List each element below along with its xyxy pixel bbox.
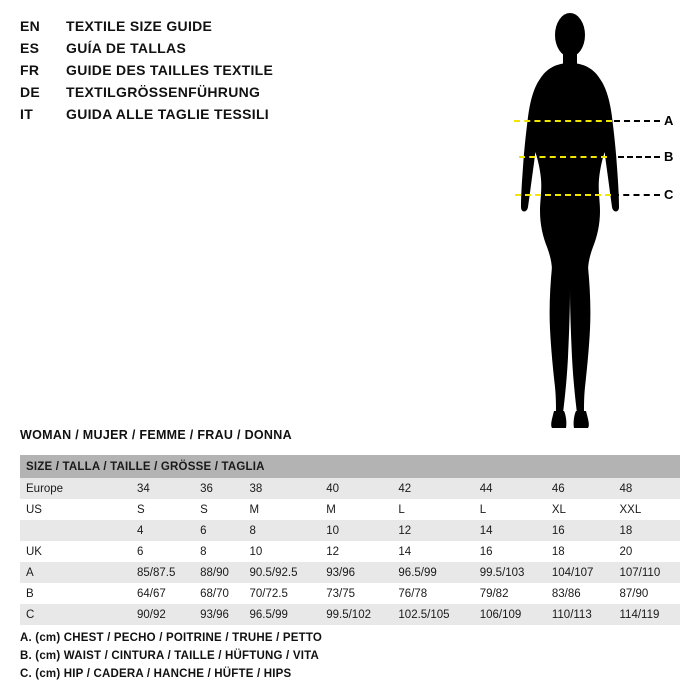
cell-us-7: XXL [614,499,681,520]
cell-b-7: 87/90 [614,583,681,604]
row-label-c: C [20,604,131,625]
cell-usnum-1: 6 [194,520,243,541]
title-row-en [20,18,440,37]
cell-b-0: 64/67 [131,583,194,604]
hip-measure-line [515,194,611,196]
chest-measure-line [514,120,612,122]
cell-usnum-2: 8 [244,520,321,541]
row-label-a: A [20,562,131,583]
cell-europe-6: 46 [546,478,614,499]
language-code-fr: FR [20,62,40,78]
cell-uk-0: 6 [131,541,194,562]
cell-c-6: 110/113 [546,604,614,625]
language-code-de: DE [20,84,41,100]
cell-us-2: M [244,499,321,520]
cell-us-6: XL [546,499,614,520]
cell-us-1: S [194,499,243,520]
cell-europe-0: 34 [131,478,194,499]
cell-b-3: 73/75 [320,583,392,604]
cell-europe-4: 42 [392,478,473,499]
cell-b-6: 83/86 [546,583,614,604]
label-a: A [664,113,674,128]
cell-a-4: 96.5/99 [392,562,473,583]
table-row [20,541,680,562]
cell-usnum-6: 16 [546,520,614,541]
table-row [20,499,680,520]
title-row-es [20,40,440,59]
cell-c-7: 114/119 [614,604,681,625]
cell-europe-1: 36 [194,478,243,499]
waist-leader-line [609,156,660,158]
title-row-de [20,84,440,103]
measurement-legend [20,632,620,686]
cell-uk-5: 16 [474,541,546,562]
measurement-figure [470,5,690,435]
cell-uk-1: 8 [194,541,243,562]
size-table [20,455,680,625]
chest-leader-line [614,120,660,122]
cell-b-4: 76/78 [392,583,473,604]
row-label-us-numeric [20,520,131,541]
cell-c-2: 96.5/99 [244,604,321,625]
female-silhouette-icon [490,5,650,435]
cell-c-5: 106/109 [474,604,546,625]
cell-usnum-0: 4 [131,520,194,541]
table-row [20,520,680,541]
cell-us-0: S [131,499,194,520]
cell-a-6: 104/107 [546,562,614,583]
cell-us-4: L [392,499,473,520]
table-header-cell: SIZE / TALLA / TAILLE / GRÖSSE / TAGLIA [20,455,680,478]
language-code-it: IT [20,106,34,122]
cell-a-7: 107/110 [614,562,681,583]
cell-a-0: 85/87.5 [131,562,194,583]
cell-usnum-3: 10 [320,520,392,541]
cell-c-1: 93/96 [194,604,243,625]
cell-c-0: 90/92 [131,604,194,625]
cell-b-2: 70/72.5 [244,583,321,604]
size-table-wrap [20,455,680,625]
cell-usnum-4: 12 [392,520,473,541]
cell-uk-3: 12 [320,541,392,562]
table-row [20,583,680,604]
cell-us-3: M [320,499,392,520]
cell-uk-2: 10 [244,541,321,562]
row-label-europe: Europe [20,478,131,499]
title-block [20,18,440,128]
cell-a-5: 99.5/103 [474,562,546,583]
cell-a-3: 93/96 [320,562,392,583]
table-row [20,478,680,499]
title-text-fr: GUIDE DES TAILLES TEXTILE [66,62,274,78]
cell-europe-3: 40 [320,478,392,499]
language-code-en: EN [20,18,41,34]
cell-c-4: 102.5/105 [392,604,473,625]
legend-line-a: A. (cm) CHEST / PECHO / POITRINE / TRUHE / PETTO [20,632,323,644]
cell-europe-5: 44 [474,478,546,499]
cell-c-3: 99.5/102 [320,604,392,625]
cell-usnum-5: 14 [474,520,546,541]
cell-a-2: 90.5/92.5 [244,562,321,583]
row-label-uk: UK [20,541,131,562]
cell-usnum-7: 18 [614,520,681,541]
cell-europe-2: 38 [244,478,321,499]
legend-line-b: B. (cm) WAIST / CINTURA / TAILLE / HÜFTUNG / VITA [20,650,319,662]
row-label-b: B [20,583,131,604]
table-row [20,604,680,625]
title-row-it [20,106,440,125]
table-row [20,562,680,583]
cell-a-1: 88/90 [194,562,243,583]
language-code-es: ES [20,40,40,56]
section-title-woman: WOMAN / MUJER / FEMME / FRAU / DONNA [20,428,292,442]
title-text-de: TEXTILGRÖSSENFÜHRUNG [66,84,261,100]
title-text-it: GUIDA ALLE TAGLIE TESSILI [66,106,269,122]
legend-line-c: C. (cm) HIP / CADERA / HANCHE / HÜFTE / HIPS [20,668,292,680]
cell-uk-4: 14 [392,541,473,562]
title-text-en: TEXTILE SIZE GUIDE [66,18,213,34]
title-row-fr [20,62,440,81]
title-text-es: GUÍA DE TALLAS [66,40,187,56]
label-c: C [664,187,674,202]
cell-uk-7: 20 [614,541,681,562]
waist-measure-line [519,156,607,158]
cell-europe-7: 48 [614,478,681,499]
label-b: B [664,149,674,164]
hip-leader-line [613,194,660,196]
row-label-us: US [20,499,131,520]
cell-uk-6: 18 [546,541,614,562]
cell-b-5: 79/82 [474,583,546,604]
cell-b-1: 68/70 [194,583,243,604]
table-header-row [20,455,680,478]
cell-us-5: L [474,499,546,520]
